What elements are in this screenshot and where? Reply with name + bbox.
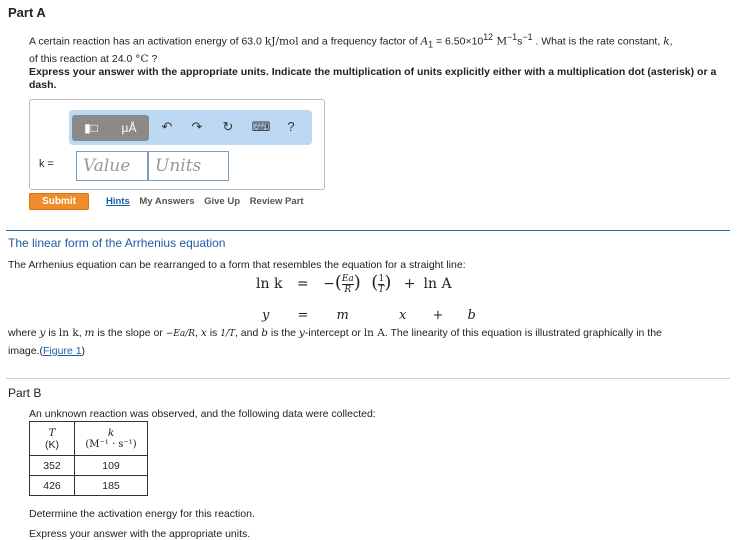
- give-up-link[interactable]: Give Up: [204, 196, 241, 207]
- hints-link[interactable]: Hints: [106, 196, 130, 207]
- help-icon[interactable]: ?: [287, 119, 295, 134]
- table-row: 352 109: [30, 456, 148, 476]
- section-divider: [6, 230, 730, 231]
- part-b-instruction-cut: Express your answer with the appropriate units.: [29, 528, 251, 540]
- redo-icon[interactable]: ↷: [191, 119, 203, 134]
- value-input[interactable]: Value: [76, 151, 148, 181]
- table-row: 426 185: [30, 476, 148, 496]
- part-b-task: Determine the activation energy for this reaction.: [29, 508, 255, 520]
- part-b-title: Part B: [8, 386, 42, 400]
- answer-links: [106, 196, 311, 207]
- part-a-question: A certain reaction has an activation energy of 63.0 kJ/mol and a frequency factor of $A_1 = 6.50\times 10^{12}$ $M^{-1}s^{-1}$ . What is the rate constant, k, of this reaction at 24.0 °C ?: [29, 32, 673, 65]
- answer-box: [29, 99, 325, 190]
- col-temperature-header: T (K): [30, 422, 75, 456]
- units-symbol-icon[interactable]: μÅ: [121, 121, 137, 135]
- math-toolbar: [69, 110, 312, 145]
- arrhenius-title: The linear form of the Arrhenius equation: [8, 236, 226, 250]
- arrhenius-explanation: where y is ln k, m is the slope or −Ea/R, x is 1/T, and b is the y-intercept or ln A. The linearity of this equation is illustrated graphically in the image.(Figure 1): [8, 327, 662, 357]
- linear-arrhenius-equation: ln k = −( $\frac{Ea}{R}$ ) ( $\frac{1}{T}$ ) + ln A: [256, 272, 452, 295]
- templates-icon[interactable]: ▮□: [84, 121, 98, 135]
- units-input[interactable]: Units: [148, 151, 229, 181]
- part-b-intro: An unknown reaction was observed, and the following data were collected:: [29, 408, 376, 420]
- undo-icon[interactable]: ↶: [161, 119, 173, 134]
- reset-icon[interactable]: ↻: [222, 119, 234, 134]
- k-label: k =: [39, 158, 54, 170]
- submit-button[interactable]: Submit: [29, 193, 89, 210]
- figure-1-link[interactable]: Figure 1: [43, 345, 82, 357]
- part-divider: [6, 378, 730, 379]
- my-answers-link[interactable]: My Answers: [139, 196, 195, 207]
- part-a-instruction: Express your answer with the appropriate units. Indicate the multiplication of units explicitly either with a multiplication dot (asterisk) or a dash.: [29, 66, 717, 91]
- arrhenius-intro: The Arrhenius equation can be rearranged to a form that resembles the equation for a straight line:: [8, 259, 466, 271]
- part-a-title: Part A: [8, 5, 46, 20]
- keyboard-icon[interactable]: ⌨: [251, 119, 271, 134]
- line-mapping: y = m x + b: [262, 308, 476, 323]
- col-rate-header: k (M⁻¹ · s⁻¹): [75, 422, 148, 456]
- data-table: [29, 421, 148, 496]
- review-part-link[interactable]: Review Part: [249, 196, 304, 207]
